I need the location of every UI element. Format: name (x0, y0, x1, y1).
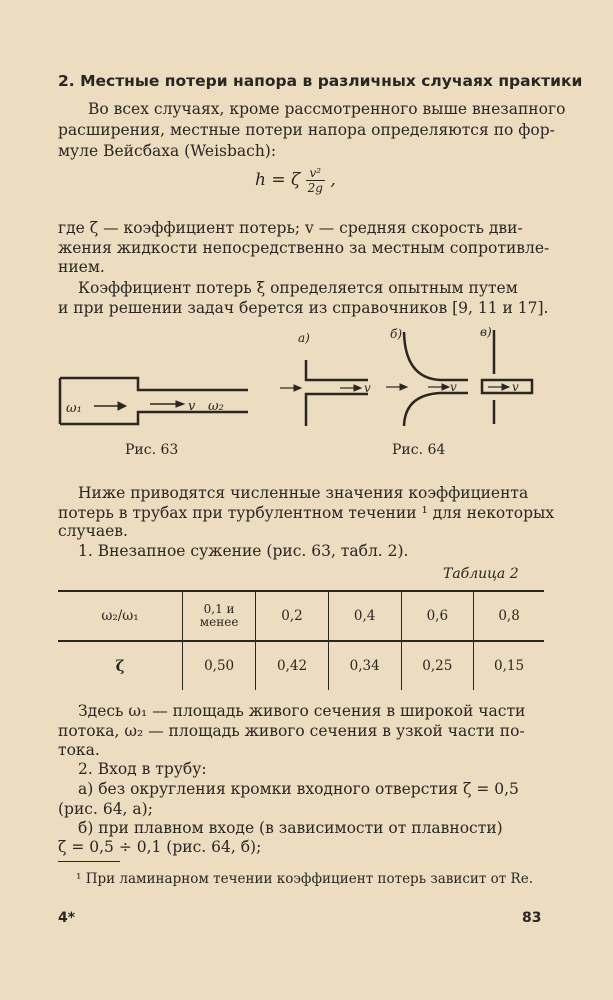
formula-lhs: h = ζ (255, 170, 301, 190)
footnote: ¹ При ламинарном течении коэффициент потерь зависит от Re. (76, 871, 534, 887)
paragraph3-line2: и при решении задач берется из справочников [9, 11 и 17]. (58, 299, 549, 317)
fig64-label-b: б) (390, 327, 403, 341)
table2-value-cell: 0,42 (256, 641, 329, 690)
fig64a-label-v: v (364, 381, 371, 395)
table2-header-cell: 0,4 (328, 591, 401, 641)
figure-64a-diagram (280, 360, 368, 426)
paragraph4-line1: Ниже приводятся численные значения коэффициента (78, 484, 529, 502)
table2-header-first-b: менее (199, 615, 239, 629)
paragraph1-line3: муле Вейсбаха (Weisbach): (58, 142, 277, 160)
paragraph1-line1: Во всех случаях, кроме рассмотренного выше внезапного (88, 100, 566, 118)
item2-b-line2: ζ = 0,5 ÷ 0,1 (рис. 64, б); (58, 838, 262, 856)
fig64c-arrowhead-out (502, 384, 509, 390)
page-number: 83 (522, 910, 542, 926)
fig64a-bottom-wall (306, 394, 368, 426)
weisbach-formula (255, 166, 336, 195)
paragraph2-line1: где ζ — коэффициент потерь; v — средняя скорость дви- (58, 219, 523, 237)
table2-header-cell (183, 591, 256, 641)
fig64b-top-wall (404, 332, 468, 380)
item1-text: 1. Внезапное сужение (рис. 63, табл. 2). (78, 542, 409, 560)
item2-b-line1: б) при плавном входе (в зависимости от плавности) (78, 819, 503, 837)
fig64c-label-v: v (512, 380, 519, 394)
fig64b-arrowhead-in (400, 384, 407, 390)
paragraph4-line3: случаев. (58, 522, 128, 540)
formula-fraction (306, 166, 325, 195)
table2-value-cell: 0,25 (401, 641, 474, 690)
fig63-top-wall (60, 378, 248, 390)
table2-header-cell: 0,8 (474, 591, 544, 641)
table2-header-row (58, 591, 544, 641)
table2-header-ratio: ω₂/ω₁ (58, 591, 183, 641)
table2-header-first-a: 0,1 и (203, 602, 235, 616)
fig63-label-v: v (188, 399, 196, 414)
paragraph5-line2: потока, ω₂ — площадь живого сечения в узкой части по- (58, 722, 525, 740)
paragraph2-line3: нием. (58, 258, 105, 276)
fig64a-arrowhead-in (294, 385, 301, 391)
table2-header-cell: 0,2 (256, 591, 329, 641)
table2-row-label: ζ (115, 657, 125, 675)
fig64b-arrowhead-out (442, 384, 449, 390)
fig64-caption: Рис. 64 (392, 442, 446, 458)
fig64a-top-wall (306, 360, 368, 380)
table2-value-cell: 0,50 (183, 641, 256, 690)
formula-numerator: v² (306, 166, 325, 181)
fig63-caption: Рис. 63 (125, 442, 179, 458)
fig64-label-c: в) (480, 325, 492, 339)
item2-title: 2. Вход в трубу: (78, 760, 207, 778)
fig63-label-omega2: ω₂ (208, 399, 224, 414)
signature-mark: 4* (58, 910, 76, 926)
item2-a-line2: (рис. 64, а); (58, 800, 153, 818)
fig64b-bottom-wall (404, 393, 468, 426)
table2-value-row (58, 641, 544, 690)
fig63-arrowhead-narrow (176, 401, 184, 407)
footnote-rule (58, 861, 120, 862)
paragraph1-line2: расширения, местные потери напора определяются по фор- (58, 121, 555, 139)
paragraph2-line2: жения жидкости непосредственно за местным сопротивле- (58, 239, 550, 257)
paragraph4-line2: потерь в трубах при турбулентном течении ¹ для некоторых (58, 504, 555, 522)
formula-denominator: 2g (307, 181, 323, 195)
table2-header-cell: 0,6 (401, 591, 474, 641)
fig64b-label-v: v (450, 380, 457, 394)
item2-a-line1: а) без округления кромки входного отверстия ζ = 0,5 (78, 780, 519, 798)
fig63-arrowhead-wide (118, 402, 126, 410)
formula-trail: , (330, 170, 336, 190)
fig64-label-a: а) (298, 331, 310, 345)
fig63-label-omega1: ω₁ (66, 401, 82, 416)
table2-value-cell: 0,34 (328, 641, 401, 690)
table2-caption: Таблица 2 (443, 566, 519, 582)
fig64a-arrowhead-out (354, 385, 361, 391)
figure-64b-diagram (386, 332, 468, 426)
paragraph5-line1: Здесь ω₁ — площадь живого сечения в широкой части (78, 702, 526, 720)
table2 (58, 590, 544, 690)
paragraph3-line1: Коэффициент потерь ξ определяется опытным путем (78, 279, 518, 297)
figure-64c-diagram (482, 330, 532, 424)
paragraph5-line3: тока. (58, 741, 100, 759)
table2-value-cell: 0,15 (474, 641, 544, 690)
section-heading: 2. Местные потери напора в различных случаях практики (58, 72, 583, 90)
